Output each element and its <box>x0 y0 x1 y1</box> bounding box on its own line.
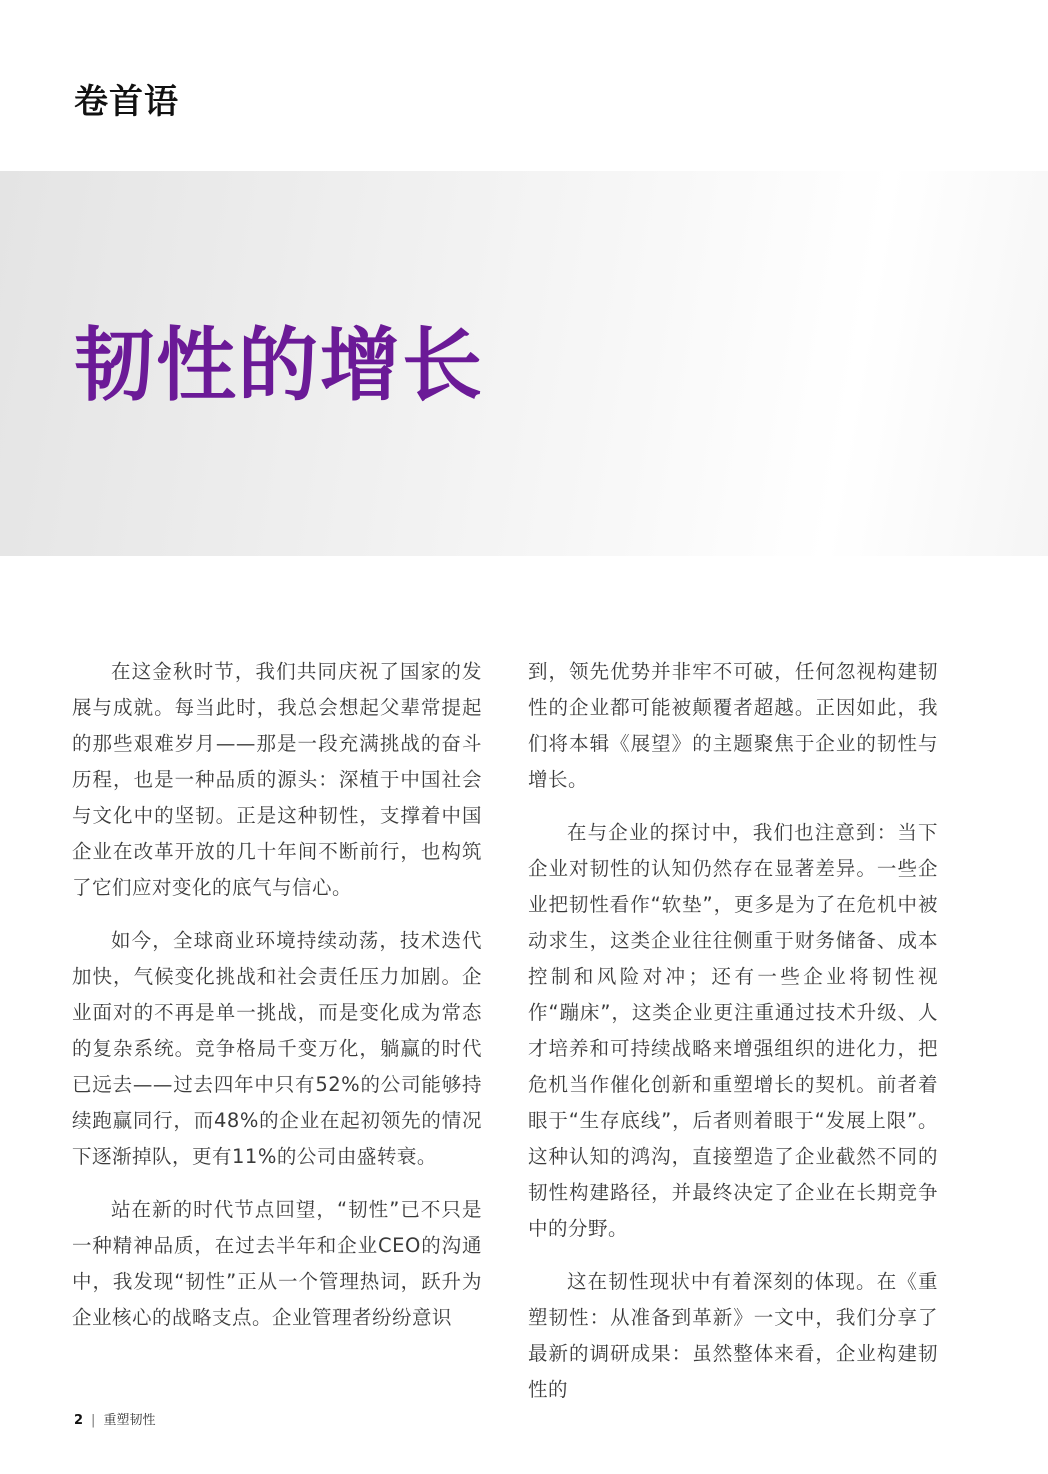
body-paragraph: 在与企业的探讨中，我们也注意到：当下企业对韧性的认知仍然存在显著差异。一些企业把韧性看作“软垫”，更多是为了在危机中被动求生，这类企业往往侧重于财务储备、成本控制和风险对冲；还有一些企业将韧性视作“蹦床”，这类企业更注重通过技术升级、人才培养和可持续战略来增强组织的进化力，把危机当作催化创新和重塑增长的契机。前者着眼于“生存底线”，后者则着眼于“发展上限”。这种认知的鸿沟，直接塑造了企业截然不同的韧性构建路径，并最终决定了企业在长期竞争中的分野。 <box>528 821 938 1240</box>
page-number: 2 <box>74 1413 84 1428</box>
body-paragraph: 在这金秋时节，我们共同庆祝了国家的发展与成就。每当此时，我总会想起父辈常提起的那些艰难岁月——那是一段充满挑战的奋斗历程，也是一种品质的源头：深植于中国社会与文化中的坚韧。正是这种韧性，支撑着中国企业在改革开放的几十年间不断前行，也构筑了它们应对变化的底气与信心。 <box>72 660 482 899</box>
publication-name: 重塑韧性 <box>103 1413 156 1428</box>
page-footer <box>74 1411 155 1431</box>
body-paragraph: 这在韧性现状中有着深刻的体现。在《重塑韧性：从准备到革新》一文中，我们分享了最新的调研成果：虽然整体来看，企业构建韧性的 <box>528 1270 938 1401</box>
body-paragraph: 如今，全球商业环境持续动荡，技术迭代加快，气候变化挑战和社会责任压力加剧。企业面对的不再是单一挑战，而是变化成为常态的复杂系统。竞争格局千变万化，躺赢的时代已远去——过去四年中只有52%的公司能够持续跑赢同行，而48%的企业在起初领先的情况下逐渐掉队，更有11%的公司由盛转衰。 <box>72 929 482 1168</box>
left-text-column <box>72 654 482 1353</box>
body-paragraph: 到，领先优势并非牢不可破，任何忽视构建韧性的企业都可能被颠覆者超越。正因如此，我们将本辑《展望》的主题聚焦于企业的韧性与增长。 <box>528 660 938 791</box>
body-paragraph: 站在新的时代节点回望，“韧性”已不只是一种精神品质，在过去半年和企业CEO的沟通中，我发现“韧性”正从一个管理热词，跃升为企业核心的战略支点。企业管理者纷纷意识 <box>72 1198 482 1329</box>
right-text-column <box>528 654 938 1425</box>
article-title: 韧性的增长 <box>74 319 484 412</box>
title-banner <box>0 171 1048 556</box>
section-label: 卷首语 <box>74 82 179 122</box>
footer-separator: | <box>91 1413 96 1428</box>
